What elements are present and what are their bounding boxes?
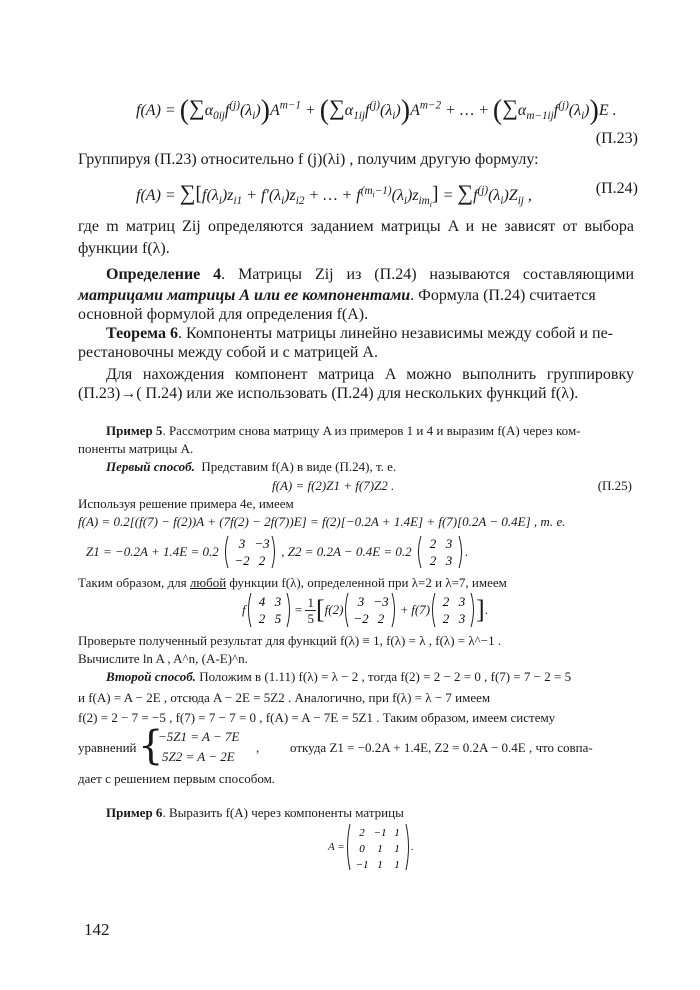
formula-p25: f(A) = f(2)Z1 + f(7)Z2 . <box>272 478 395 493</box>
z-line: Z1 = −0.2A + 1.4E = 0.2 3 −3 −2 2 , Z2 = 0.2A − 0.4E = 0.2 2 3 2 3 . <box>86 536 469 568</box>
system-comma: , <box>256 740 260 755</box>
z2-m10: 2 <box>429 553 437 568</box>
f-matrix-formula: f 4 3 2 5 = $\frac{1}{5}$ [f(2) 3 −3 −2 2 + f(7) 2 3 2 3 ]. <box>242 591 488 629</box>
where-line-1: где m матриц Zij определяются заданием матрицы A и не зависят от выбора <box>78 218 634 235</box>
formula-long: f(A) = 0.2[(f(7) − f(2))A + (7f(2) − 2f(7))E] = f(2)[−0.2A + 1.4E] + f(7)[0.2A − 0.4E] , т. е. <box>78 514 566 529</box>
theorem-line-2: рестановочны между собой и с матрицей A. <box>78 344 378 361</box>
theorem-label: Теорема 6 <box>106 325 178 342</box>
a-matrix-formula: A = 2 −1 1 0 1 1 −1 1 1 . <box>328 822 413 872</box>
eq-number-p23: (П.23) <box>595 130 638 147</box>
frac-den: 5 <box>307 610 314 626</box>
z1-matrix <box>222 534 278 570</box>
method1-label: Первый способ. <box>106 459 195 474</box>
f2-m10: −2 <box>353 611 370 626</box>
finding-line-2: (П.23)→( П.24) или же использовать (П.24) для нескольких функций f(λ). <box>78 385 579 402</box>
example5-text-1: . Рассмотрим снова матрицу A из примеров 1 и 4 и выразим f(A) через ком- <box>162 423 581 438</box>
f2-m01: −3 <box>373 594 390 609</box>
z2-m01: 3 <box>445 536 453 551</box>
f7-m01: 3 <box>458 594 466 609</box>
fa-m00: 4 <box>258 594 265 609</box>
fa-m10: 2 <box>258 611 265 626</box>
finding-line-1: Для нахождения компонент матрица A можно выполнить группировку <box>106 366 634 383</box>
z1-m01: −3 <box>254 536 270 551</box>
compute-text: Вычислите ln A , A^n, (A-E)^n. <box>78 651 248 666</box>
using-text: Используя решение примера 4е, имеем <box>78 496 294 511</box>
system-eq-2: 5Z2 = A − 2E <box>162 749 235 764</box>
system-label: уравнений <box>78 740 137 755</box>
fa-m01: 3 <box>274 594 281 609</box>
check-text: Проверьте полученный результат для функций f(λ) ≡ 1, f(λ) = λ , f(λ) = λ^−1 . <box>78 633 502 648</box>
z1-m00: 3 <box>238 536 246 551</box>
a-m02: 1 <box>393 827 400 839</box>
thus-line <box>78 575 507 591</box>
example6-label: Пример 6 <box>106 805 163 820</box>
thus-text: Таким образом, для <box>78 575 190 590</box>
z2-m11: 3 <box>445 553 453 568</box>
thus-rest: функции f(λ), определенной при λ=2 и λ=7, имеем <box>226 575 507 590</box>
page-number: 142 <box>84 920 110 939</box>
method2-label: Второй способ. <box>106 669 196 684</box>
example6-text: . Выразить f(A) через компоненты матрицы <box>162 805 404 820</box>
system-result-2: дает с решением первым способом. <box>78 771 276 786</box>
method1-text: Представим f(A) в виде (П.24), т. е. <box>201 459 397 474</box>
a-m10: 0 <box>358 843 365 855</box>
definition-label: Определение 4 <box>106 266 222 283</box>
example5-line-1 <box>106 423 581 439</box>
method2-text-1: Положим в (1.11) f(λ) = λ − 2 , тогда f(2) = 2 − 2 = 0 , f(7) = 7 − 2 = 5 <box>199 669 572 684</box>
f7-m00: 2 <box>442 594 450 609</box>
f2-m00: 3 <box>358 594 365 609</box>
example5-label: Пример 5 <box>106 423 163 438</box>
definition-line-1 <box>106 266 634 284</box>
where-line-2: функции f(λ). <box>78 240 170 257</box>
z2-matrix <box>415 534 465 570</box>
method2-line-3: f(2) = 2 − 7 = −5 , f(7) = 7 − 7 = 0 , f(A) = A − 7E = 5Z1 . Таким образом, имеем систему <box>78 710 556 725</box>
example6-line <box>106 805 404 821</box>
system-result: откуда Z1 = −0.2A + 1.4E, Z2 = 0.2A − 0.4E , что совпа- <box>290 740 593 755</box>
fa-m11: 5 <box>274 611 281 626</box>
grouping-text: Группируя (П.23) относительно f (j)(λi) , получим другую формулу: <box>78 151 539 168</box>
a-m00: 2 <box>358 827 365 839</box>
z1-m10: −2 <box>234 553 250 568</box>
f2-matrix <box>343 591 397 629</box>
a-m11: 1 <box>376 843 383 855</box>
definition-term: матрицами матрицы А или ее компонентами <box>78 287 411 304</box>
z1-m11: 2 <box>258 553 266 568</box>
a-m12: 1 <box>393 843 400 855</box>
z1-text: Z1 = −0.2A + 1.4E = 0.2 <box>86 544 219 559</box>
f7-matrix <box>430 591 476 629</box>
method1-line <box>106 459 396 475</box>
system-brace: { <box>138 723 164 769</box>
a-matrix <box>345 822 411 872</box>
definition-line-3: основной формулой для определения f(A). <box>78 306 369 323</box>
eq-number-p24: (П.24) <box>595 180 638 197</box>
frac-num: 1 <box>307 594 314 610</box>
f-arg-matrix <box>246 591 292 629</box>
a-m20: −1 <box>355 859 369 871</box>
z2-m00: 2 <box>429 536 437 551</box>
f2-m11: 2 <box>378 611 385 626</box>
definition-line-2 <box>78 287 596 305</box>
system-eq-1: −5Z1 = A − 7E <box>158 729 240 744</box>
method2-line-2: и f(A) = A − 2E , отсюда A − 2E = 5Z2 . Аналогично, при f(λ) = λ − 7 имеем <box>78 690 491 705</box>
method2-line-1 <box>106 669 571 685</box>
eq-number-p25: (П.25) <box>597 478 632 493</box>
definition-text-2: . Формула (П.24) считается <box>410 287 596 304</box>
example5-line-2: поненты матрицы A. <box>78 441 194 456</box>
a-m21: 1 <box>376 859 383 871</box>
f7-m11: 3 <box>458 611 466 626</box>
a-m01: −1 <box>373 827 387 839</box>
f7-m10: 2 <box>442 611 450 626</box>
theorem-line-1 <box>106 325 613 343</box>
formula-p23: $f(A) = (\sum\alpha_{0ij}f^{(j)}(\lambda_i))A^{m-1} + (\sum\alpha_{1ij}f^{(j)}(\lambda_i))A^{m-2}$ + … + $(\sum\alpha_{m-1ij}f^{(j)}(\lambda_i))E$ . <box>136 95 617 126</box>
formula-p24: $f(A) = \sum[f(\lambda_i)z_{i1} + f'(\lambda_i)z_{i2}$ + … + $f^{(m_i-1)}(\lambda_i)z_{im_i}] = \sum f^{(j)}(\lambda_i)Z_{ij}$ , <box>136 180 532 210</box>
theorem-text-1: . Компоненты матрицы линейно независимы между собой и пе- <box>177 325 613 342</box>
a-m22: 1 <box>393 859 400 871</box>
thus-underlined: любой <box>189 575 227 590</box>
definition-text-1: . Матрицы Zij из (П.24) называются составляющими <box>221 266 635 283</box>
z2-text: , Z2 = 0.2A − 0.4E = 0.2 <box>281 544 412 559</box>
